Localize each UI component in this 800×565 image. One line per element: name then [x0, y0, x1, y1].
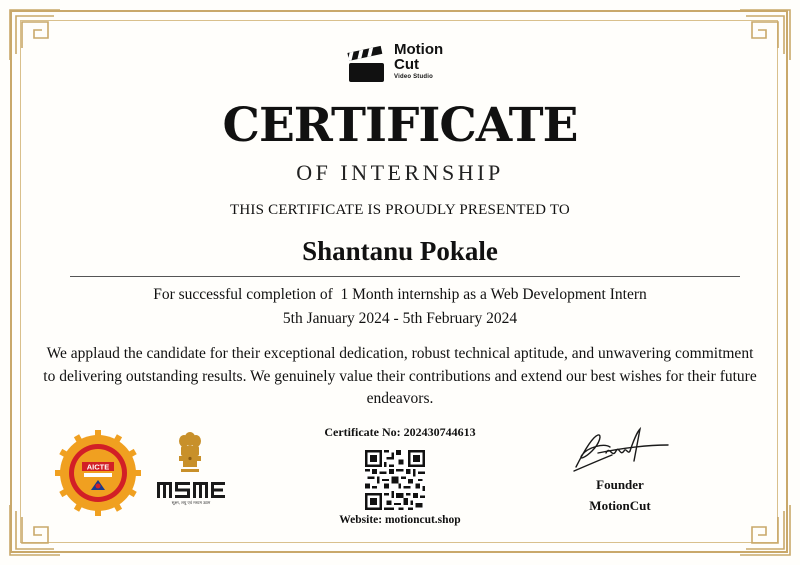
appreciation-paragraph: We applaud the candidate for their exceptional dedication, robust technical aptitude, and unwavering commitment to delivering outstanding results. We genuinely value their contributions and extend our best wishes for their future endeavors.: [43, 345, 757, 407]
founder-signature: [568, 425, 672, 477]
brand-name-line2: Cut: [394, 56, 419, 73]
aicte-label: AICTE: [86, 462, 110, 472]
corner-ornament-bottom-right: [738, 503, 792, 557]
signatory-role: Founder: [596, 477, 644, 492]
msme-tagline: सूक्ष्म, लघु एवं मध्यम उद्यम: [171, 500, 211, 505]
motioncut-logo: [347, 42, 457, 86]
clapperboard-icon: [347, 44, 387, 84]
qr-code-icon[interactable]: [365, 450, 425, 510]
recipient-name: Shantanu Pokale: [302, 236, 498, 266]
msme-wordmark: [155, 480, 227, 500]
brand-name-line1: Motion: [394, 41, 444, 58]
aicte-logo: [55, 430, 141, 516]
corner-ornament-bottom-left: [8, 503, 62, 557]
corner-ornament-top-left: [8, 8, 62, 62]
name-underline: [70, 276, 740, 277]
brand-name: [394, 42, 443, 72]
signatory-organization: MotionCut: [589, 498, 651, 513]
website-link[interactable]: Website: motioncut.shop: [339, 514, 461, 526]
msme-logo: [155, 480, 227, 510]
brand-tagline: Video Studio: [394, 74, 433, 80]
national-emblem-icon: [175, 431, 205, 475]
presented-to-text: THIS CERTIFICATE IS PROUDLY PRESENTED TO: [230, 202, 570, 218]
certificate-number: Certificate No: 202430744613: [324, 425, 476, 439]
internship-dates: 5th January 2024 - 5th February 2024: [282, 310, 518, 327]
certificate-title: CERTIFICATE: [222, 98, 578, 153]
signatory-block: [560, 474, 680, 516]
completion-text: For successful completion of 1 Month internship as a Web Development Intern: [153, 286, 647, 303]
corner-ornament-top-right: [738, 8, 792, 62]
certificate-subtitle: OF INTERNSHIP: [296, 160, 504, 185]
